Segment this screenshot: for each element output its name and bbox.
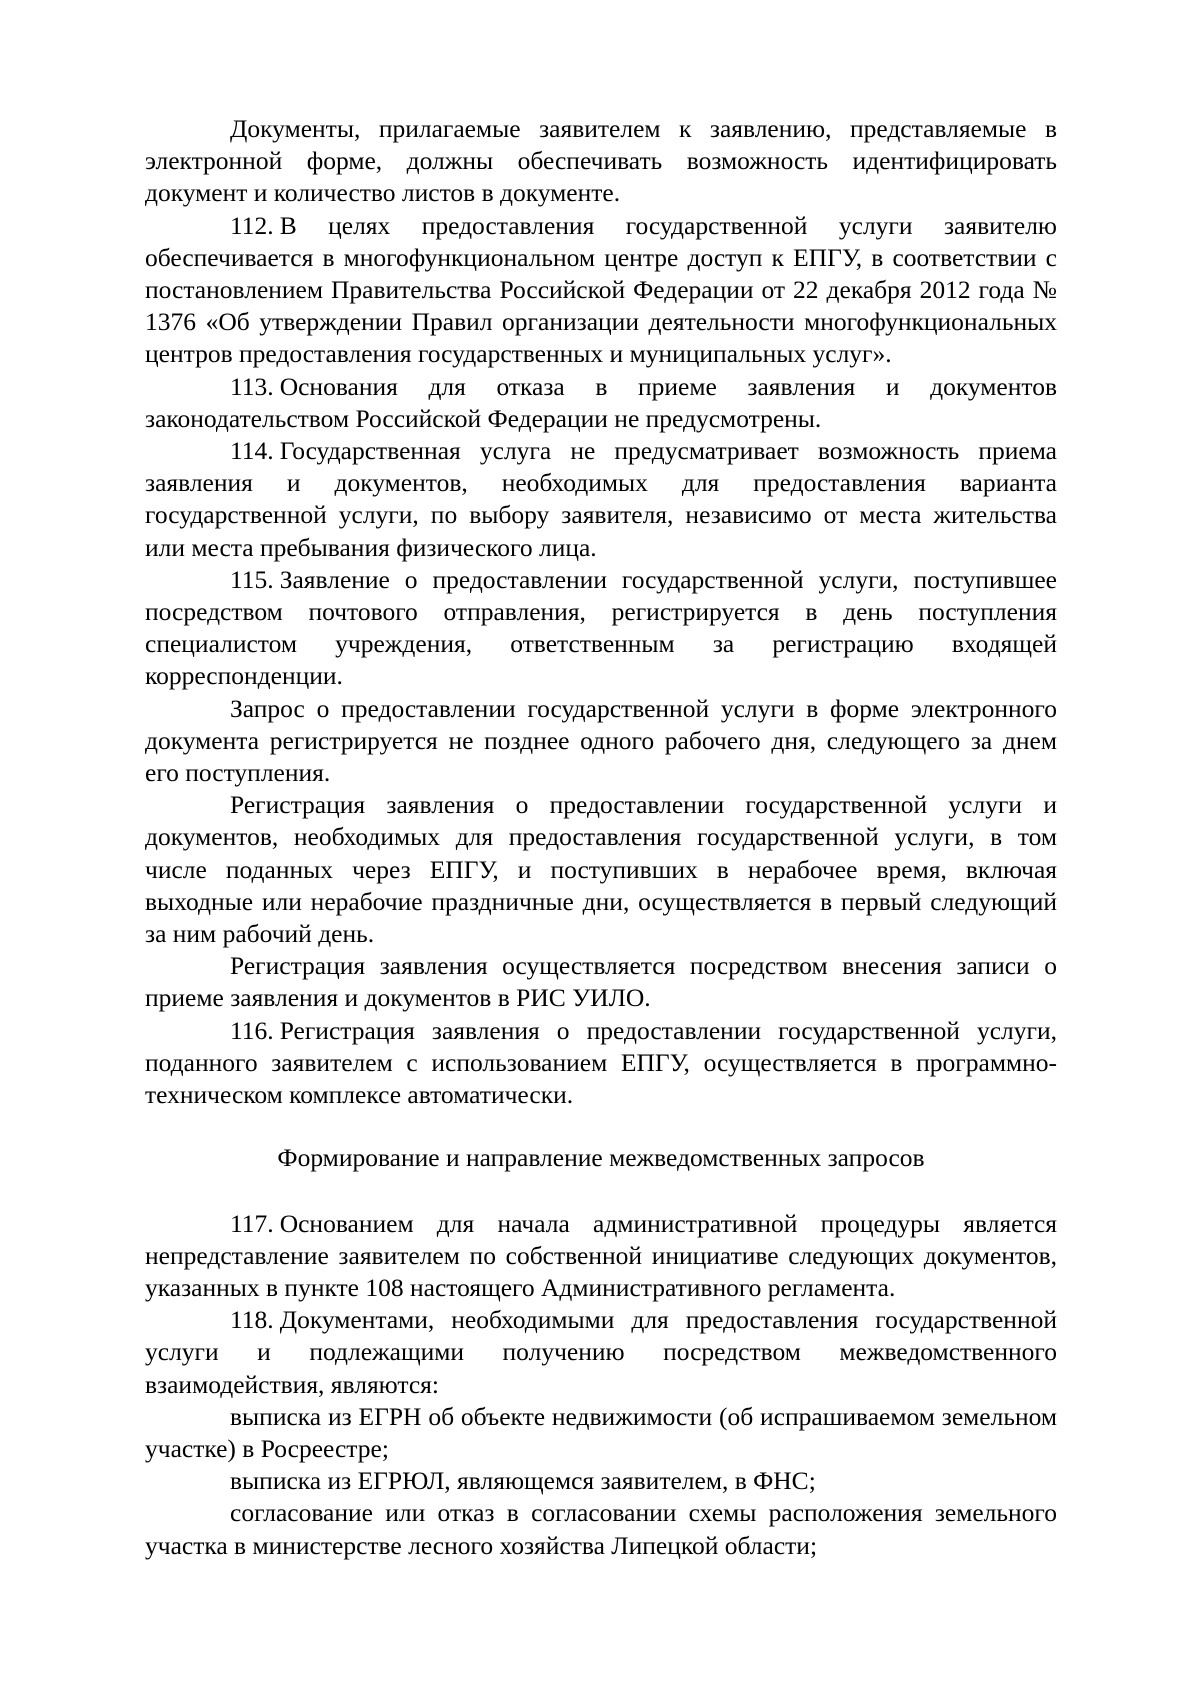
paragraph-118	[145, 1304, 1057, 1401]
paragraph-115	[145, 564, 1057, 693]
paragraph-116	[145, 1015, 1057, 1112]
paragraph-registration-nonworking-time	[145, 789, 1057, 950]
paragraph-text: Регистрация заявления осуществляется посредством внесения записи о приеме заявления и документов в РИС УИЛО.	[145, 951, 1057, 1013]
paragraph-documents-electronic-form	[145, 113, 1057, 210]
paragraph-text: Заявление о предоставлении государственной услуги, поступившее посредством почтового отправления, регистрируется в день поступления специалистом учреждения, ответственным за регистрацию входящей корреспонденции.	[145, 564, 1057, 691]
list-item-egrn-extract	[145, 1401, 1057, 1465]
paragraph-text: Документы, прилагаемые заявителем к заявлению, представляемые в электронной форме, должны обеспечивать возможность идентифицировать документ и количество листов в документе.	[145, 114, 1057, 208]
paragraph-number: 115.	[230, 564, 274, 594]
paragraph-117	[145, 1208, 1057, 1305]
paragraph-number: 116.	[230, 1015, 274, 1045]
paragraph-registration-ris-uilo	[145, 950, 1057, 1014]
paragraph-text: Документами, необходимыми для предоставления государственной услуги и подлежащими получению посредством межведомственного взаимодействия, являются:	[145, 1305, 1057, 1399]
paragraph-text: согласование или отказ в согласовании схемы расположения земельного участка в министерстве лесного хозяйства Липецкой области;	[145, 1498, 1057, 1560]
paragraph-text: Основания для отказа в приеме заявления и документов законодательством Российской Федерации не предусмотрены.	[145, 371, 1057, 433]
paragraph-number: 112.	[230, 210, 274, 240]
paragraph-114	[145, 435, 1057, 564]
paragraph-text: Регистрация заявления о предоставлении государственной услуги, поданного заявителем с использованием ЕПГУ, осуществляется в программно-техническом комплексе автоматически.	[145, 1015, 1057, 1110]
paragraph-number: 118.	[230, 1305, 274, 1335]
paragraph-text: Регистрация заявления о предоставлении государственной услуги и документов, необходимых для предоставления государственной услуги, в том числе поданных через ЕПГУ, и поступивших в нерабочее время, включая выходные или нерабочие праздничные дни, осуществляется в первый следующий за ним рабочий день.	[145, 790, 1057, 949]
list-item-egrul-extract	[145, 1465, 1057, 1497]
paragraph-electronic-request	[145, 693, 1057, 790]
paragraph-number: 117.	[230, 1208, 274, 1238]
paragraph-text: выписка из ЕГРЮЛ, являющемся заявителем, в ФНС;	[230, 1466, 816, 1496]
paragraph-text: выписка из ЕГРН об объекте недвижимости (об испрашиваемом земельном участке) в Росреестре;	[145, 1401, 1057, 1463]
paragraph-text: В целях предоставления государственной услуги заявителю обеспечивается в многофункциональном центре доступ к ЕПГУ, в соответствии с постановлением Правительства Российской Федерации от 22 декабря 2012 года № 1376 «Об утверждении Правил организации деятельности многофункциональных центров предоставления государственных и муниципальных услуг».	[145, 210, 1057, 369]
paragraph-113	[145, 371, 1057, 435]
paragraph-text: Государственная услуга не предусматривает возможность приема заявления и документов, необходимых для предоставления варианта государственной услуги, по выбору заявителя, независимо от места жительства или места пребывания физического лица.	[145, 436, 1057, 562]
section-heading: Формирование и направление межведомственных запросов	[277, 1143, 925, 1173]
list-item-forestry-approval	[145, 1497, 1057, 1561]
paragraph-text: Запрос о предоставлении государственной услуги в форме электронного документа регистрируется не позднее одного рабочего дня, следующего за днем его поступления.	[145, 693, 1057, 788]
paragraph-number: 113.	[230, 371, 274, 401]
paragraph-text: Основанием для начала административной процедуры является непредставление заявителем по собственной инициативе следующих документов, указанных в пункте 108 настоящего Административного регламента.	[145, 1208, 1057, 1302]
paragraph-number: 114.	[230, 436, 274, 466]
paragraph-112	[145, 210, 1057, 371]
